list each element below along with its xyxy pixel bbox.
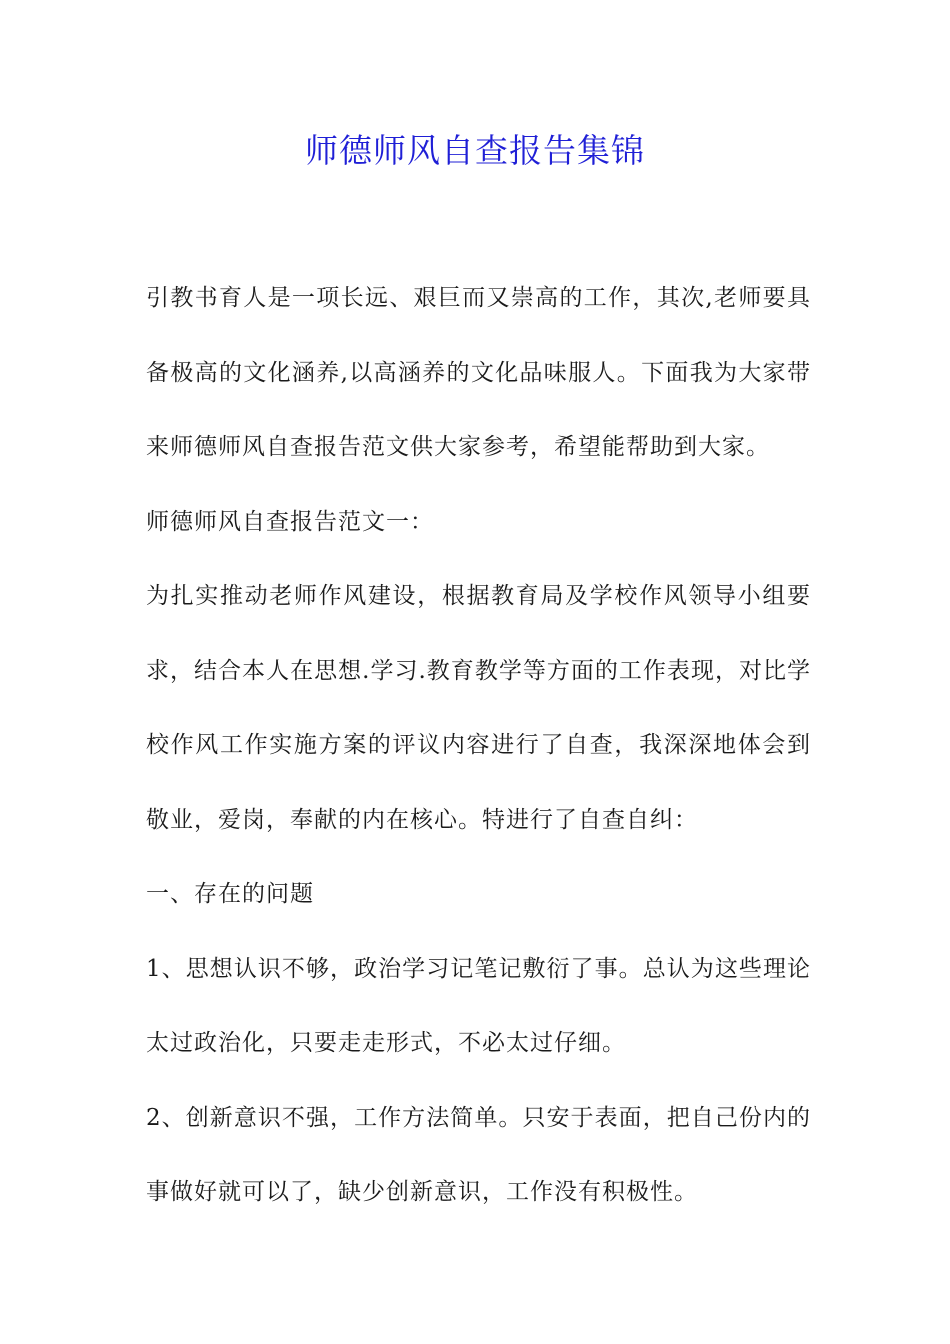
body-paragraph: 为扎实推动老师作风建设，根据教育局及学校作风领导小组要求，结合本人在思想.学习.教育教学等方面的工作表现，对比学校作风工作实施方案的评议内容进行了自查，我深深地体会到敬业，爱岗，奉献的内在核心。特进行了自查自纠： bbox=[146, 583, 811, 833]
document-title: 师德师风自查报告集锦 bbox=[305, 131, 645, 170]
sample-heading: 师德师风自查报告范文一： bbox=[146, 508, 434, 535]
problem-item-2: 2、创新意识不强，工作方法简单。只安于表面，把自己份内的事做好就可以了，缺少创新意识，工作没有积极性。 bbox=[146, 1104, 811, 1205]
document-body bbox=[146, 261, 811, 1230]
section-heading: 一、存在的问题 bbox=[146, 881, 314, 907]
problem-item-1: 1、思想认识不够，政治学习记笔记敷衍了事。总认为这些理论太过政治化，只要走走形式，不必太过仔细。 bbox=[146, 955, 811, 1056]
intro-paragraph: 引教书育人是一项长远、艰巨而又崇高的工作，其次,老师要具备极高的文化涵养,以高涵养的文化品味服人。下面我为大家带来师德师风自查报告范文供大家参考，希望能帮助到大家。 bbox=[146, 285, 811, 460]
